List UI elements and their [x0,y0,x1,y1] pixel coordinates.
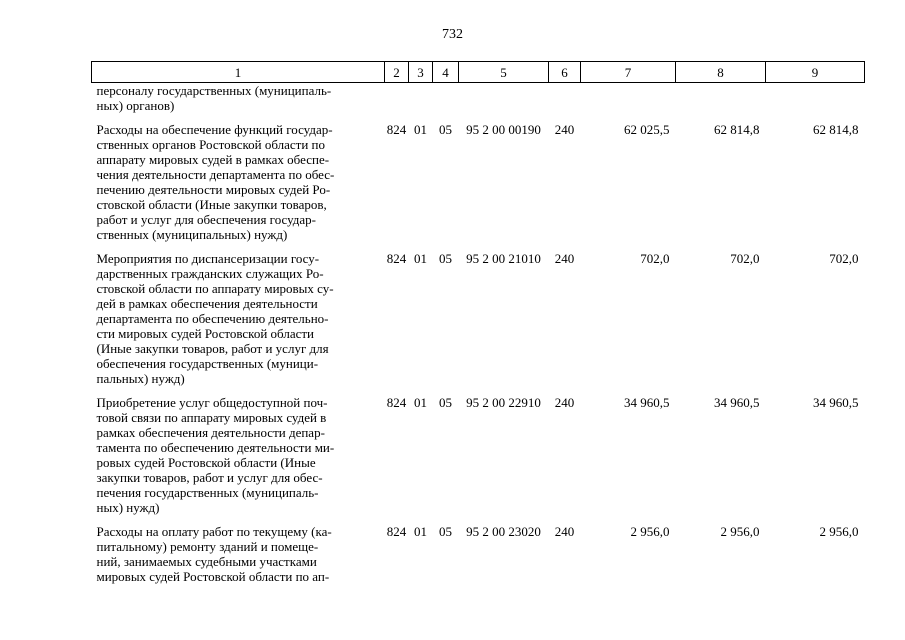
description-line: чения деятельности департамента по обес- [96,167,335,182]
description-line: дей в рамках обеспечения деятельности [96,296,318,311]
description-line: тамента по обеспечению деятельности ми- [96,440,335,455]
description-line: ных) нужд) [96,500,160,515]
amount-col8: 2 956,0 [720,524,760,539]
amount-col9: 2 956,0 [819,524,859,539]
target-article-code: 95 2 00 22910 [466,395,541,410]
description-line: ственных органов Ростовской области по [96,137,325,152]
ministry-code: 824 [386,524,407,539]
amount-col9: 34 960,5 [813,395,859,410]
column-header: 7 [581,62,676,83]
target-article-code: 95 2 00 23020 [466,524,541,539]
section-code [409,83,433,114]
column-header: 3 [409,62,433,83]
description-line: товой связи по аппарату мировых судей в [96,410,327,425]
header-row [92,62,865,83]
ministry-code: 824 [386,251,407,266]
description-line: персоналу государственных (муниципаль- [96,83,332,98]
amount-col7: 2 956,0 [630,524,670,539]
column-header: 6 [549,62,581,83]
table-row [92,113,865,242]
column-header: 2 [385,62,409,83]
ministry-code: 824 [386,122,407,137]
expense-type-code: 240 [554,395,575,410]
table-header [92,62,865,83]
table-row [92,242,865,386]
description-line: Приобретение услуг общедоступной поч- [96,395,328,410]
row-description [92,83,385,114]
description-line: ний, занимаемых судебными участками [96,554,317,569]
description-line: рамках обеспечения деятельности депар- [96,425,325,440]
description-line: стовской области (Иные закупки товаров, [96,197,327,212]
amount-col7: 62 025,5 [624,122,670,137]
description-line: печения государственных (муниципаль- [96,485,319,500]
amount-col9: 702,0 [829,251,859,266]
expense-type-code: 240 [554,524,575,539]
description-line: питальному) ремонту зданий и помеще- [96,539,319,554]
row-description [92,386,385,515]
subsection-code: 05 [439,251,452,266]
amount-col8: 702,0 [730,251,760,266]
column-header: 8 [676,62,766,83]
description-line: департамента по обеспечению деятельно- [96,311,329,326]
amount-col8: 34 960,5 [714,395,760,410]
description-line: закупки товаров, работ и услуг для обес- [96,470,323,485]
section-code: 01 [414,524,427,539]
expense-type-code: 240 [554,251,575,266]
target-article-code: 95 2 00 21010 [466,251,541,266]
section-code: 01 [414,251,427,266]
subsection-code: 05 [439,524,452,539]
target-article-code: 95 2 00 00190 [466,122,541,137]
row-description [92,242,385,386]
column-header: 4 [433,62,459,83]
table-row [92,83,865,114]
column-header: 9 [766,62,865,83]
page-number: 732 [442,27,463,42]
subsection-code [433,83,459,114]
row-description [92,113,385,242]
description-line: аппарату мировых судей в рамках обеспе- [96,152,330,167]
description-line: пальных) нужд) [96,371,185,386]
description-line: Мероприятия по диспансеризации госу- [96,251,320,266]
description-line: работ и услуг для обеспечения государ- [96,212,317,227]
table-row [92,386,865,515]
amount-col7 [581,83,676,114]
target-article-code [459,83,549,114]
amount-col7: 702,0 [640,251,670,266]
description-line: сти мировых судей Ростовской области [96,326,314,341]
expense-type-code: 240 [554,122,575,137]
description-line: Расходы на оплату работ по текущему (ка- [96,524,332,539]
ministry-code: 824 [386,395,407,410]
column-header: 1 [92,62,385,83]
description-line: мировых судей Ростовской области по ап- [96,569,330,584]
description-line: стовской области по аппарату мировых су- [96,281,334,296]
amount-col9 [766,83,865,114]
description-line: (Иные закупки товаров, работ и услуг для [96,341,329,356]
ministry-code [385,83,409,114]
description-line: ственных (муниципальных) нужд) [96,227,288,242]
amount-col8: 62 814,8 [714,122,760,137]
amount-col9: 62 814,8 [813,122,859,137]
budget-table [91,61,865,584]
description-line: Расходы на обеспечение функций государ- [96,122,333,137]
expense-type-code [549,83,581,114]
description-line: ных) органов) [96,98,175,113]
amount-col8 [676,83,766,114]
description-line: обеспечения государственных (муници- [96,356,319,371]
description-line: ровых судей Ростовской области (Иные [96,455,316,470]
subsection-code: 05 [439,395,452,410]
description-line: дарственных гражданских служащих Ро- [96,266,324,281]
section-code: 01 [414,395,427,410]
row-description [92,515,385,584]
table-row [92,515,865,584]
subsection-code: 05 [439,122,452,137]
section-code: 01 [414,122,427,137]
amount-col7: 34 960,5 [624,395,670,410]
column-header: 5 [459,62,549,83]
description-line: печению деятельности мировых судей Ро- [96,182,331,197]
